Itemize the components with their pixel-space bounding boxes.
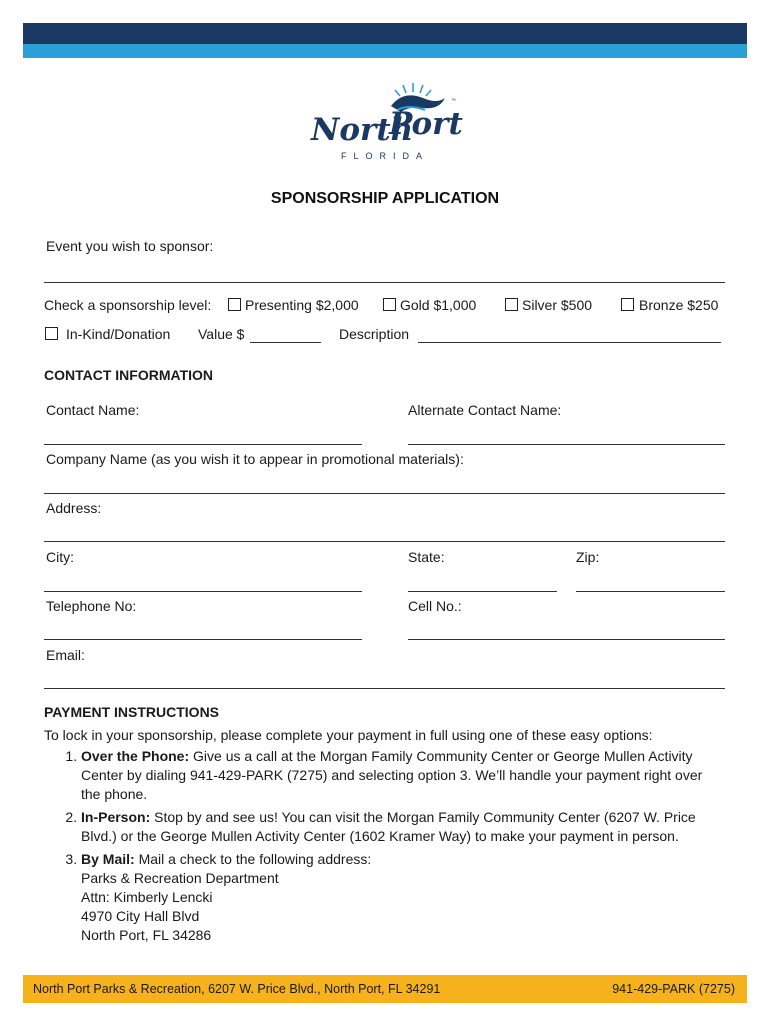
payment-option-in-person: 2. In-Person: Stop by and see us! You can visit the Morgan Family Community Center (6207 W. Price Blvd.) or the George Mullen Activity Center (1602 Kramer Way) to make your payment in person. [81, 808, 724, 846]
contact-name-label: Contact Name: [46, 402, 140, 418]
logo-trademark: ™ [451, 98, 456, 104]
mail-address-line: Parks & Recreation Department [81, 870, 279, 886]
description-field[interactable] [418, 342, 721, 343]
alternate-contact-label: Alternate Contact Name: [408, 402, 562, 418]
page-title: SPONSORSHIP APPLICATION [270, 190, 500, 207]
zip-label: Zip: [576, 549, 600, 565]
cell-field[interactable] [408, 639, 725, 640]
company-field[interactable] [44, 493, 725, 494]
cell-label: Cell No.: [408, 598, 462, 614]
payment-option-phone: 1. Over the Phone: Give us a call at the Morgan Family Community Center or George Mullen Activity Center by dialing 941-429-PARK (7275) and selecting option 3. We’ll handle your payment right over the phone. [81, 747, 724, 804]
contact-name-field[interactable] [44, 444, 362, 445]
gold-checkbox[interactable] [383, 298, 396, 311]
email-field[interactable] [44, 688, 725, 689]
contact-heading: CONTACT INFORMATION [44, 367, 214, 383]
payment-option-mail: 3. By Mail: Mail a check to the following address: Parks & Recreation Department Attn: Kimberly Lencki 4970 City Hall Blvd North Port, FL 34286 [81, 850, 724, 945]
payment-heading: PAYMENT INSTRUCTIONS [44, 704, 220, 720]
footer-bar [23, 975, 747, 1003]
value-field[interactable] [250, 342, 321, 343]
event-field[interactable] [44, 282, 725, 283]
address-field[interactable] [44, 541, 725, 542]
in-kind-checkbox[interactable] [45, 327, 58, 340]
logo-port: Port [389, 106, 463, 142]
bronze-label: Bronze $250 [639, 297, 719, 313]
bronze-checkbox[interactable] [621, 298, 634, 311]
level-label: Check a sponsorship level: [44, 297, 212, 313]
payment-intro: To lock in your sponsorship, please complete your payment in full using one of these easy options: [44, 727, 653, 743]
payment-options-list [81, 747, 724, 945]
footer-phone: 941-429-PARK (7275) [612, 982, 735, 996]
mail-address-line: North Port, FL 34286 [81, 927, 212, 943]
header-band [23, 23, 747, 58]
in-kind-label: In-Kind/Donation [66, 326, 171, 342]
logo-north: North [311, 112, 414, 148]
north-port-logo [305, 78, 465, 164]
mail-address-line: Attn: Kimberly Lencki [81, 889, 213, 905]
silver-label: Silver $500 [522, 297, 593, 313]
mail-address-line: 4970 City Hall Blvd [81, 908, 200, 924]
company-label: Company Name (as you wish it to appear in promotional materials): [46, 451, 464, 467]
presenting-checkbox[interactable] [228, 298, 241, 311]
zip-field[interactable] [576, 591, 725, 592]
presenting-label: Presenting $2,000 [245, 297, 359, 313]
silver-checkbox[interactable] [505, 298, 518, 311]
header-band-dark [23, 23, 747, 44]
city-label: City: [46, 549, 74, 565]
gold-label: Gold $1,000 [400, 297, 477, 313]
state-field[interactable] [408, 591, 557, 592]
logo-florida: FLORIDA [340, 151, 430, 161]
telephone-field[interactable] [44, 639, 362, 640]
sun-icon [395, 83, 431, 96]
alternate-contact-field[interactable] [408, 444, 725, 445]
payment-section [44, 726, 724, 949]
event-label: Event you wish to sponsor: [46, 238, 214, 254]
email-label: Email: [46, 647, 85, 663]
telephone-label: Telephone No: [46, 598, 137, 614]
city-field[interactable] [44, 591, 362, 592]
footer-address: North Port Parks & Recreation, 6207 W. Price Blvd., North Port, FL 34291 [33, 982, 441, 996]
header-band-light [23, 44, 747, 58]
value-label: Value $ [198, 326, 245, 342]
description-label: Description [339, 326, 410, 342]
state-label: State: [408, 549, 445, 565]
address-label: Address: [46, 500, 102, 516]
